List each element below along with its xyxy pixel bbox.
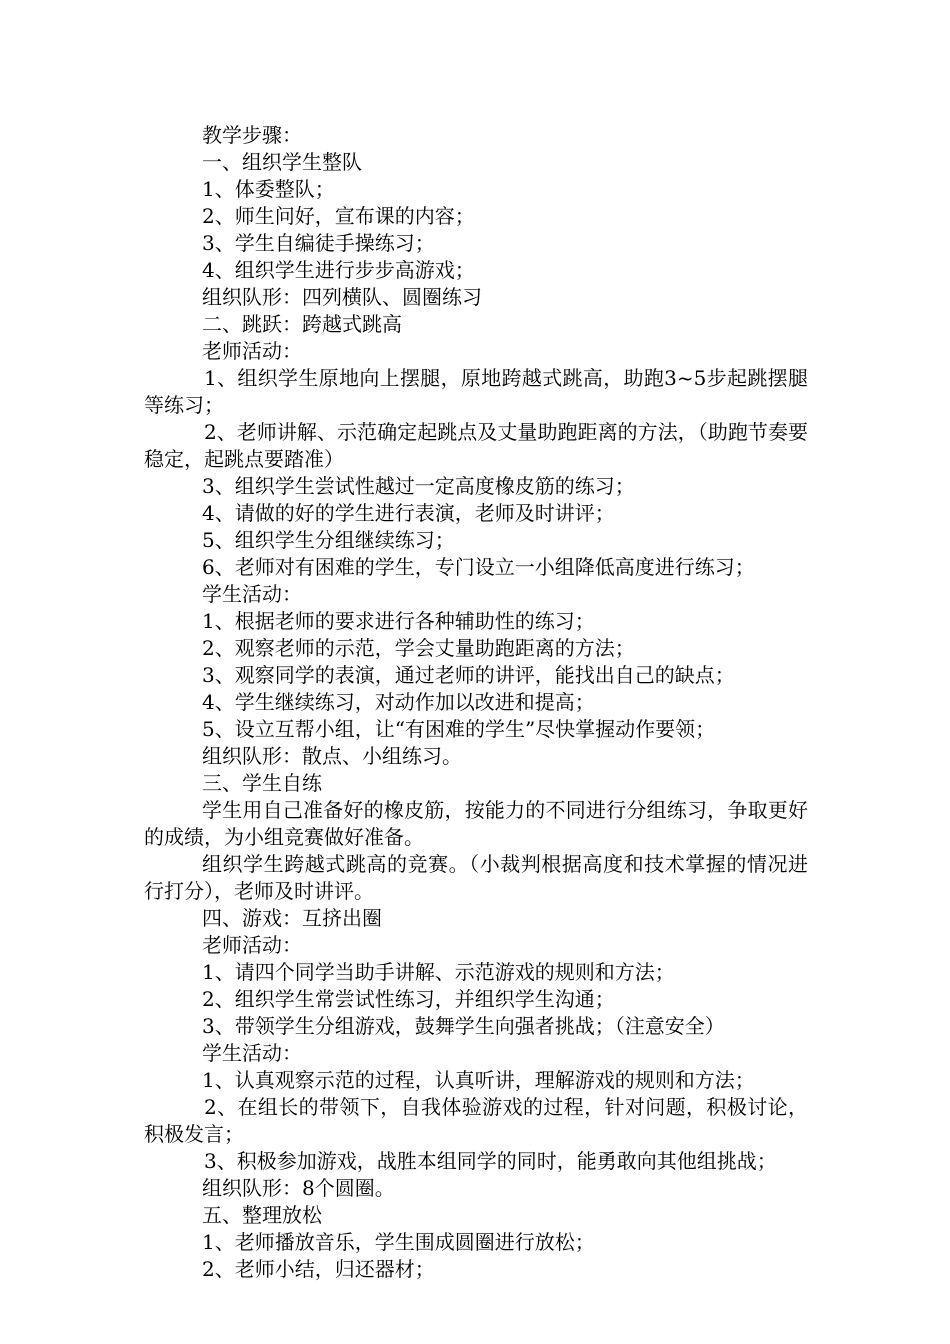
paragraph: 3、学生自编徒手操练习； (202, 231, 435, 255)
document-body (144, 122, 808, 1283)
paragraph: 2、老师讲解、示范确定起跳点及丈量助跑距离的方法，（助跑节奏要稳定，起跳点要踏准） (144, 420, 808, 471)
paragraph: 2、组织学生常尝试性练习，并组织学生沟通； (202, 987, 615, 1011)
paragraph: 4、请做的好的学生进行表演，老师及时讲评； (202, 501, 615, 525)
paragraph: 3、带领学生分组游戏，鼓舞学生向强者挑战；（注意安全） (202, 1014, 725, 1038)
paragraph: 3、组织学生尝试性越过一定高度橡皮筋的练习； (202, 474, 635, 498)
paragraph: 2、老师小结，归还器材； (202, 1257, 435, 1281)
paragraph: 学生用自己准备好的橡皮筋，按能力的不同进行分组练习，争取更好的成绩，为小组竞赛做好准备。 (144, 798, 808, 849)
paragraph: 1、体委整队； (202, 177, 335, 201)
section-heading: 三、学生自练 (202, 771, 322, 795)
section-heading: 五、整理放松 (202, 1203, 322, 1227)
paragraph: 5、组织学生分组继续练习； (202, 528, 455, 552)
paragraph: 3、观察同学的表演，通过老师的讲评，能找出自己的缺点； (202, 663, 735, 687)
paragraph: 组织队形：四列横队、圆圈练习 (202, 285, 482, 309)
paragraph: 学生活动： (202, 1041, 302, 1065)
paragraph: 4、学生继续练习，对动作加以改进和提高； (202, 690, 595, 714)
paragraph: 组织队形：散点、小组练习。 (202, 744, 462, 768)
paragraph: 老师活动： (202, 339, 302, 363)
paragraph: 2、观察老师的示范，学会丈量助跑距离的方法； (202, 636, 635, 660)
paragraph: 1、组织学生原地向上摆腿，原地跨越式跳高，助跑3~5步起跳摆腿等练习； (144, 366, 808, 417)
paragraph: 5、设立互帮小组，让“有困难的学生”尽快掌握动作要领； (202, 717, 716, 741)
paragraph: 6、老师对有困难的学生，专门设立一小组降低高度进行练习； (202, 555, 755, 579)
paragraph: 1、根据老师的要求进行各种辅助性的练习； (202, 609, 595, 633)
section-heading: 二、跳跃：跨越式跳高 (202, 312, 402, 336)
paragraph: 学生活动： (202, 582, 302, 606)
section-heading: 一、组织学生整队 (202, 150, 362, 174)
paragraph: 组织学生跨越式跳高的竞赛。（小裁判根据高度和技术掌握的情况进行打分），老师及时讲评。 (144, 852, 808, 903)
paragraph: 老师活动： (202, 933, 302, 957)
paragraph: 3、积极参加游戏，战胜本组同学的同时，能勇敢向其他组挑战； (204, 1149, 777, 1173)
paragraph: 1、老师播放音乐，学生围成圆圈进行放松； (202, 1230, 595, 1254)
paragraph: 1、认真观察示范的过程，认真听讲，理解游戏的规则和方法； (202, 1068, 755, 1092)
paragraph: 2、师生问好，宣布课的内容； (202, 204, 475, 228)
paragraph: 教学步骤： (202, 123, 302, 147)
paragraph: 组织队形：8个圆圈。 (202, 1176, 395, 1200)
paragraph: 1、请四个同学当助手讲解、示范游戏的规则和方法； (202, 960, 675, 984)
paragraph: 2、在组长的带领下，自我体验游戏的过程，针对问题，积极讨论，积极发言； (144, 1095, 808, 1146)
paragraph: 4、组织学生进行步步高游戏； (202, 258, 475, 282)
section-heading: 四、游戏：互挤出圈 (202, 906, 382, 930)
